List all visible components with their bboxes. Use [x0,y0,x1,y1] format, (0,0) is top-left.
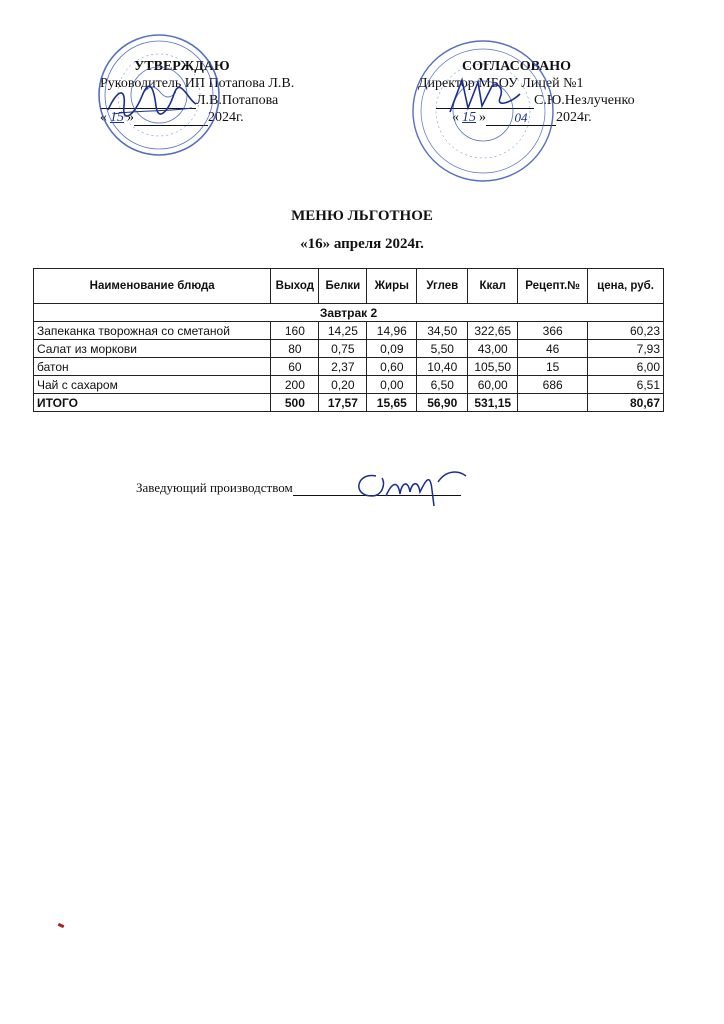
footer-label: Заведующий производством [136,480,293,495]
cell-kcal: 60,00 [468,376,518,394]
menu-date: «16» апреля 2024г. [300,236,424,252]
cell-recipe: 46 [518,340,588,358]
stray-mark [58,923,65,928]
column-header-recipe: Рецепт.№ [518,269,588,304]
column-header-yield: Выход [271,269,319,304]
cell-protein: 0,75 [319,340,367,358]
total-yield: 500 [271,394,319,412]
total-fat: 15,65 [367,394,417,412]
approval-day-right: 15 [462,110,476,125]
cell-fat: 14,96 [367,322,417,340]
cell-kcal: 43,00 [468,340,518,358]
cell-price: 6,00 [588,358,664,376]
approval-month-right: 04 [486,113,556,126]
column-header-price: цена, руб. [588,269,664,304]
approval-year-left: 2024г. [208,110,244,125]
table-row [34,322,664,340]
cell-carbs: 5,50 [417,340,468,358]
menu-table [33,268,664,412]
table-row [34,376,664,394]
total-carbs: 56,90 [417,394,468,412]
cell-protein: 2,37 [319,358,367,376]
cell-carbs: 34,50 [417,322,468,340]
column-header-protein: Белки [319,269,367,304]
approval-line1-right: Директор МБОУ Лицей №1 [418,76,584,91]
approver-name-right: С.Ю.Незлученко [534,93,635,108]
approval-line1-left: Руководитель ИП Потапова Л.В. [100,76,295,91]
cell-dish: Запеканка творожная со сметаной [34,322,271,340]
cell-kcal: 322,65 [468,322,518,340]
cell-yield: 160 [271,322,319,340]
footer-signature-blank [293,483,461,496]
approval-heading-right: СОГЛАСОВАНО [462,59,571,74]
cell-yield: 60 [271,358,319,376]
section-row [34,304,664,322]
total-protein: 17,57 [319,394,367,412]
total-label: ИТОГО [34,394,271,412]
cell-recipe: 686 [518,376,588,394]
column-header-dish: Наименование блюда [34,269,271,304]
table-row [34,358,664,376]
footer-signature-line [136,480,461,496]
quote-open-left: « [100,110,107,125]
quote-close-right: » [479,110,486,125]
approval-signature-line-right [418,92,678,109]
approval-date-line-left [100,109,350,126]
cell-recipe: 366 [518,322,588,340]
approval-heading-left: УТВЕРЖДАЮ [134,59,230,74]
column-header-fat: Жиры [367,269,417,304]
table-row [34,340,664,358]
cell-yield: 200 [271,376,319,394]
cell-recipe: 15 [518,358,588,376]
approval-year-right: 2024г. [556,110,592,125]
cell-yield: 80 [271,340,319,358]
approver-name-left: Л.В.Потапова [196,93,279,108]
cell-fat: 0,60 [367,358,417,376]
approval-signature-line-left [100,92,350,109]
page-title: МЕНЮ ЛЬГОТНОЕ [291,208,433,224]
total-recipe [518,394,588,412]
cell-carbs: 6,50 [417,376,468,394]
approval-block-left [100,58,350,126]
signature-blank-left [100,96,196,109]
column-header-kcal: Ккал [468,269,518,304]
quote-close-left: » [127,110,134,125]
month-blank-left [134,113,208,126]
cell-protein: 14,25 [319,322,367,340]
total-price: 80,67 [588,394,664,412]
cell-price: 6,51 [588,376,664,394]
section-label: Завтрак 2 [34,304,664,322]
cell-dish: Салат из моркови [34,340,271,358]
quote-open-right: « [452,110,459,125]
cell-kcal: 105,50 [468,358,518,376]
approval-day-left: 15 [110,110,124,125]
total-kcal: 531,15 [468,394,518,412]
approval-date-line-right [418,109,678,126]
cell-fat: 0,09 [367,340,417,358]
cell-carbs: 10,40 [417,358,468,376]
cell-fat: 0,00 [367,376,417,394]
column-header-carbs: Углев [417,269,468,304]
approval-block-right [418,58,678,126]
cell-dish: батон [34,358,271,376]
table-header-row [34,269,664,304]
total-row [34,394,664,412]
signature-blank-right [436,96,534,109]
cell-protein: 0,20 [319,376,367,394]
cell-price: 60,23 [588,322,664,340]
cell-price: 7,93 [588,340,664,358]
cell-dish: Чай с сахаром [34,376,271,394]
